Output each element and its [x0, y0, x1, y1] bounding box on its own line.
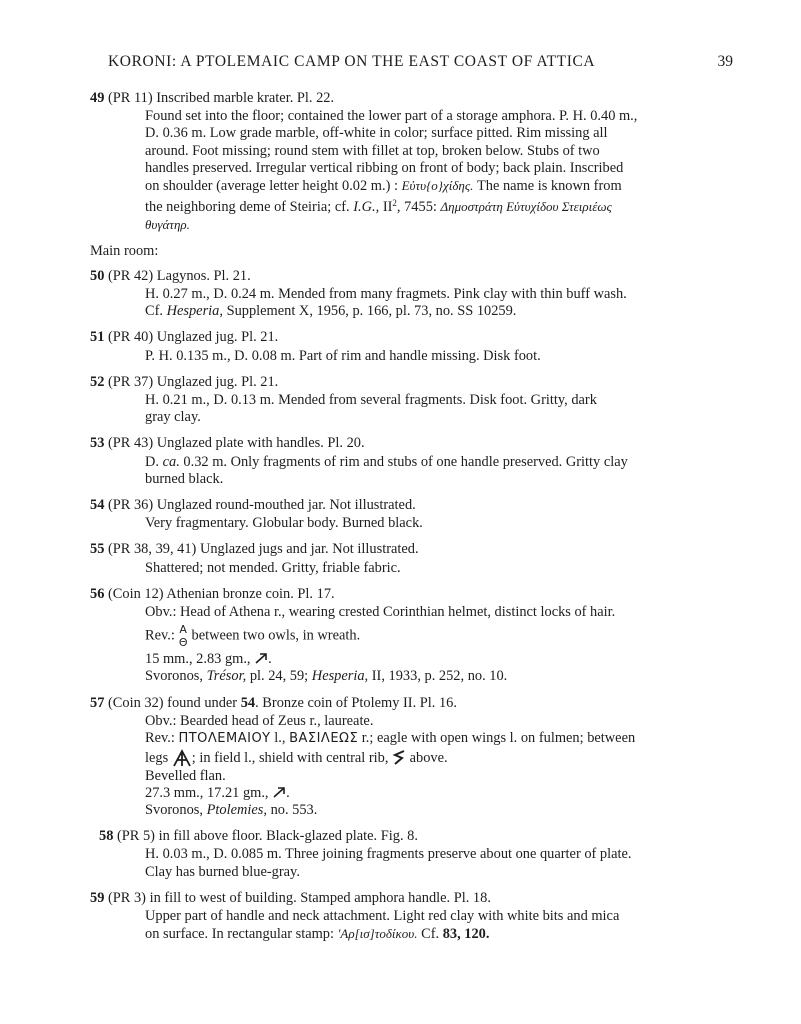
entry-description: Obv.: Head of Athena r., wearing crested Corinthian helmet, distinct locks of hair. Rev.: A Θ between two owls, in wreath. 15 mm., 2.83 gm., . Svoronos, Trésor, pl. 24, 59; Hesperia, II, 1933, p. 252, no. 10.: [145, 604, 616, 685]
entry-title: (PR 5) in fill above floor. Black-glazed plate. Fig. 8.: [117, 828, 418, 845]
entry-number: 52: [90, 373, 105, 390]
entry-title: (PR 36) Unglazed round-mouthed jar. Not illustrated.: [108, 497, 416, 514]
entry-title: (Coin 32) found under 54. Bronze coin of Ptolemy II. Pl. 16.: [108, 694, 457, 711]
entry-description: H. 0.27 m., D. 0.24 m. Mended from many fragmets. Pink clay with thin buff wash. Cf. Hesperia, Supplement X, 1956, p. 166, pl. 73, no. SS 10259.: [145, 286, 627, 320]
die-axis-arrow-icon: [272, 786, 286, 798]
running-header: [108, 53, 733, 71]
page-number: 39: [717, 53, 733, 70]
catalogue-entry-59: [90, 890, 730, 944]
catalogue-entry-50: [90, 268, 730, 321]
cross-reference: 54: [240, 694, 256, 711]
entry-title: (PR 38, 39, 41) Unglazed jugs and jar. Not illustrated.: [108, 541, 419, 558]
catalogue-entry-56: [90, 586, 730, 686]
entry-number: 51: [90, 329, 105, 346]
entry-description: P. H. 0.135 m., D. 0.08 m. Part of rim and handle missing. Disk foot.: [145, 347, 541, 364]
entry-title: (PR 40) Unglazed jug. Pl. 21.: [108, 329, 279, 346]
entry-number: 57: [90, 694, 105, 711]
entry-title: (PR 42) Lagynos. Pl. 21.: [108, 267, 251, 284]
die-axis-arrow-icon: [254, 652, 268, 664]
entry-number: 58: [99, 828, 114, 845]
entry-description: Shattered; not mended. Gritty, friable fabric.: [145, 559, 401, 576]
entry-number: 59: [90, 889, 105, 906]
entry-title: (PR 43) Unglazed plate with handles. Pl. 20.: [108, 435, 365, 452]
entry-number: 50: [90, 267, 105, 284]
greek-inscription: Εὐτυ{ο}χίδης.: [401, 178, 474, 194]
coin-monogram-alpha-theta: A Θ: [178, 623, 188, 650]
entry-title: (PR 3) in fill to west of building. Stamped amphora handle. Pl. 18.: [108, 889, 491, 906]
coin-legend: ΠΤΟΛΕΜΑΙΟΥ: [178, 731, 271, 747]
stamp-inscription: 'Αρ[ισ]τοδίκου.: [337, 926, 418, 942]
catalogue-entry-49: [90, 90, 730, 234]
catalogue-entry-53: [90, 435, 730, 488]
entry-description: D. ca. 0.32 m. Only fragments of rim and stubs of one handle preserved. Gritty clay burned black.: [145, 453, 628, 487]
catalogue-body: [90, 90, 730, 952]
coin-legend: ΒΑΣΙΛΕΩΣ: [289, 731, 359, 747]
entry-description: H. 0.21 m., D. 0.13 m. Mended from several fragments. Disk foot. Gritty, dark gray clay.: [145, 392, 597, 426]
entry-description: Found set into the floor; contained the lower part of a storage amphora. P. H. 0.40 m., D. 0.36 m. Low grade marble, off-white in color; surface pitted. Rim missing all around. Foot missing; round stem with fillet at top, broken below. Stubs of two handles preserved. Irregular vertical ribbing on front of body; back plain. Inscribed on shoulder (average letter height 0.02 m.) : Εὐτυ{ο}χίδης. The name is known from the neighboring deme of Steiria; cf. I.G., $II^2$, 7455: Δημοστράτη Εὐτυχίδου Στειριέως θυγάτηρ.: [145, 108, 638, 233]
entry-number: 55: [90, 541, 105, 558]
entry-description: Upper part of handle and neck attachment. Light red clay with white bits and mica on surface. In rectangular stamp: 'Αρ[ισ]τοδίκου. Cf. 83, 120.: [145, 907, 620, 943]
entry-description: Obv.: Bearded head of Zeus r., laureate. Rev.: ΠΤΟΛΕΜΑΙΟΥ l., ΒΑΣΙΛΕΩΣ r.; eagle with open wings l. on fulmen; between legs ; in field l., shield with central rib, above. Bevelled flan. 27.3 mm., 17.21 gm., . Svoronos, Ptolemies, no. 553.: [145, 712, 636, 818]
catalogue-entry-52: [90, 374, 730, 427]
monogram-icon: [172, 749, 192, 767]
catalogue-entry-58: [90, 828, 730, 881]
entry-title: (PR 11) Inscribed marble krater. Pl. 22.: [108, 90, 335, 106]
entry-number: 53: [90, 435, 105, 452]
entry-number: 49: [90, 90, 105, 106]
catalogue-entry-54: [90, 497, 730, 532]
symbol-sigma-icon: [392, 749, 406, 765]
section-label: Main room:: [90, 242, 159, 259]
catalogue-entry-51: [90, 329, 730, 364]
catalogue-entry-57: [90, 695, 730, 819]
entry-description: H. 0.03 m., D. 0.085 m. Three joining fragments preserve about one quarter of plate. Clay has burned blue-gray.: [145, 846, 632, 880]
catalogue-entry-55: [90, 541, 730, 576]
cross-reference: 83, 120.: [442, 926, 490, 943]
entry-number: 54: [90, 497, 105, 514]
entry-description: Very fragmentary. Globular body. Burned black.: [145, 515, 423, 532]
entry-title: (Coin 12) Athenian bronze coin. Pl. 17.: [108, 585, 335, 602]
greek-citation: Δημοστράτη Εὐτυχίδου Στειριέως: [440, 199, 612, 215]
running-title: KORONI: A PTOLEMAIC CAMP ON THE EAST COAST OF ATTICA: [108, 53, 596, 70]
entry-title: (PR 37) Unglazed jug. Pl. 21.: [108, 373, 279, 390]
entry-number: 56: [90, 585, 105, 602]
